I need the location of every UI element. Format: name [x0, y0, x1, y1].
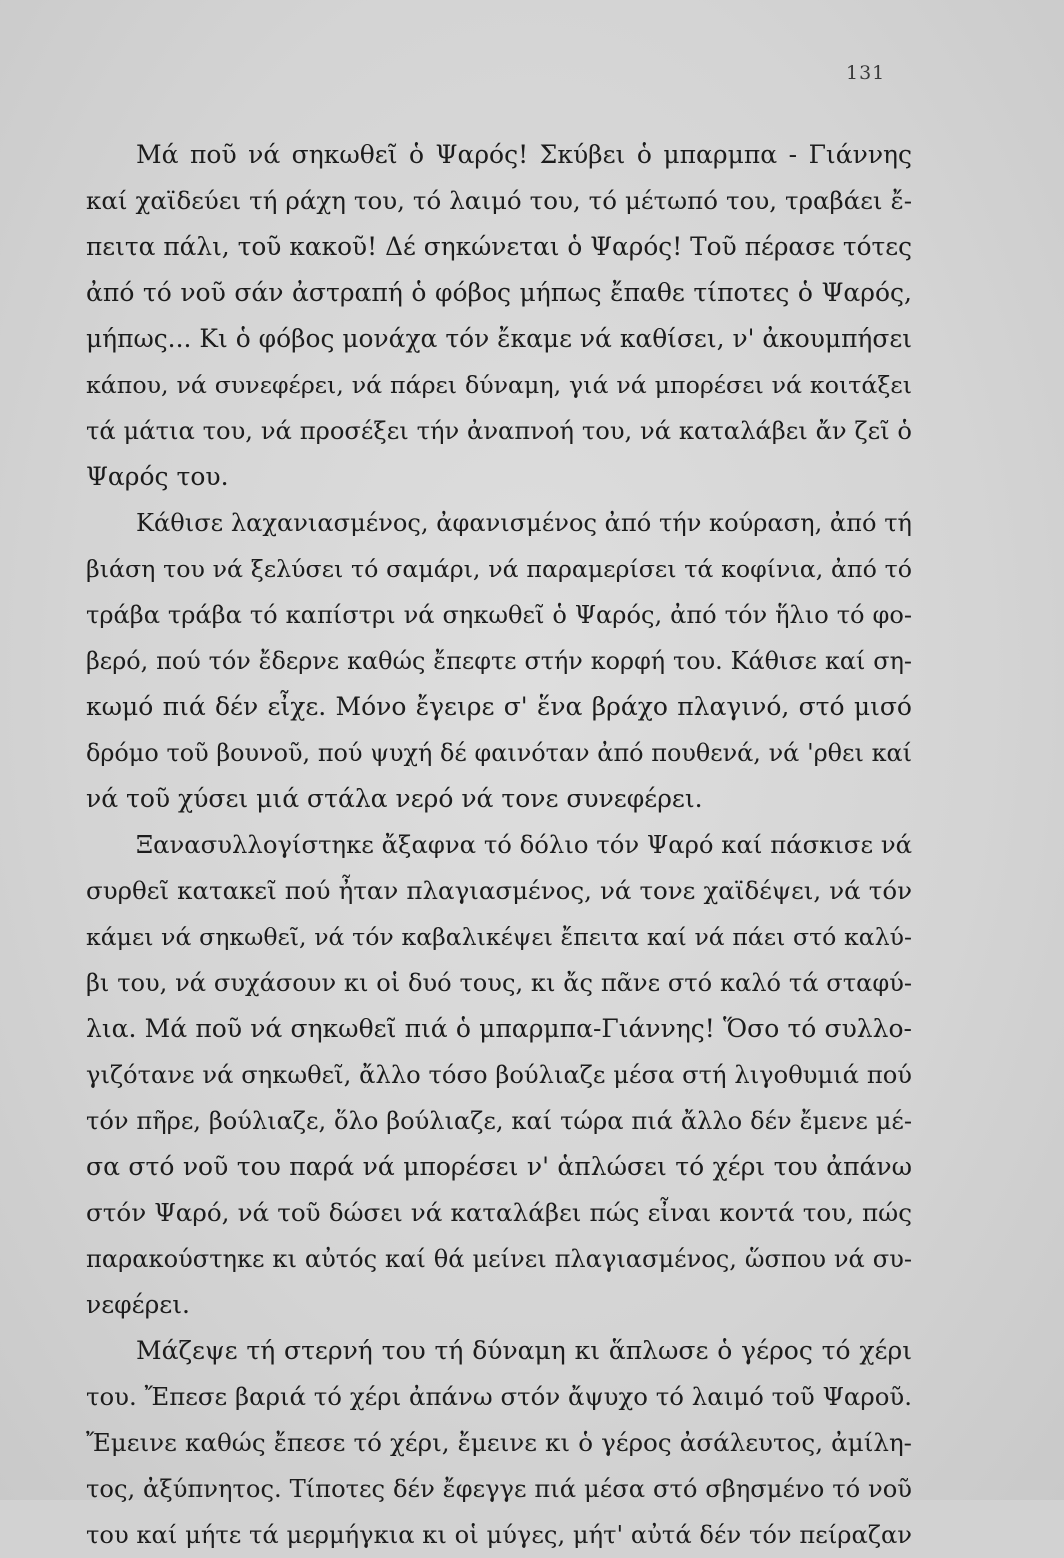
text-line: λια. Μά ποῦ νά σηκωθεῖ πιά ὁ μπαρμπα-Γιάννης! Ὅσο τό συλλο- [86, 1014, 912, 1043]
text-line: βερό, πού τόν ἔδερνε καθώς ἔπεφτε στήν κορφή του. Κάθισε καί ση- [86, 647, 912, 675]
text-line: γιζότανε νά σηκωθεῖ, ἄλλο τόσο βούλιαζε μέσα στή λιγοθυμιά πού [86, 1061, 912, 1089]
text-line: παρακούστηκε κι αὐτός καί θά μείνει πλαγιασμένος, ὥσπου νά συ- [86, 1245, 912, 1273]
text-line: κάπου, νά συνεφέρει, νά πάρει δύναμη, γιά νά μπορέσει νά κοιτάξει [86, 371, 912, 399]
text-line: δρόμο τοῦ βουνοῦ, πού ψυχή δέ φαινόταν ἀπό πουθενά, νά 'ρθει καί [86, 739, 912, 767]
text-line: τος, ἀξύπνητος. Τίποτες δέν ἔφεγγε πιά μέσα στό σβησμένο τό νοῦ [86, 1475, 912, 1503]
paragraph-1 [86, 132, 912, 500]
text-line: συρθεῖ κατακεῖ πού ἦταν πλαγιασμένος, νά τονε χαϊδέψει, νά τόν [86, 876, 912, 905]
page-number: 131 [846, 62, 886, 84]
text-line: τόν πῆρε, βούλιαζε, ὅλο βούλιαζε, καί τώρα πιά ἄλλο δέν ἔμενε μέ- [86, 1107, 912, 1135]
text-line: Ψαρός του. [86, 462, 229, 491]
text-line: κωμό πιά δέν εἶχε. Μόνο ἔγειρε σ' ἕνα βράχο πλαγινό, στό μισό [86, 692, 912, 721]
text-line: κάμει νά σηκωθεῖ, νά τόν καβαλικέψει ἔπειτα καί νά πάει στό καλύ- [86, 923, 912, 951]
text-line: νά τοῦ χύσει μιά στάλα νερό νά τονε συνεφέρει. [86, 784, 703, 813]
text-line: βιάση του νά ξελύσει τό σαμάρι, νά παραμερίσει τά κοφίνια, ἀπό τό [86, 555, 912, 583]
text-line: Ἔμεινε καθώς ἔπεσε τό χέρι, ἔμεινε κι ὁ γέρος ἀσάλευτος, ἀμίλη- [86, 1428, 912, 1457]
paragraph-4 [86, 1328, 912, 1558]
text-line: πειτα πάλι, τοῦ κακοῦ! Δέ σηκώνεται ὁ Ψαρός! Τοῦ πέρασε τότες [86, 232, 912, 261]
text-line: νεφέρει. [86, 1290, 191, 1319]
text-line: Μάζεψε τή στερνή του τή δύναμη κι ἅπλωσε ὁ γέρος τό χέρι [136, 1336, 912, 1365]
paragraph-2 [86, 500, 912, 822]
text-line: βι του, νά συχάσουν κι οἱ δυό τους, κι ἄς πᾶνε στό καλό τά σταφύ- [86, 969, 912, 997]
text-line: στόν Ψαρό, νά τοῦ δώσει νά καταλάβει πώς εἶναι κοντά του, πώς [86, 1198, 912, 1227]
text-line: Κάθισε λαχανιασμένος, ἀφανισμένος ἀπό τήν κούραση, ἀπό τή [136, 509, 912, 537]
paragraph-3 [86, 822, 912, 1328]
text-line: σα στό νοῦ του παρά νά μπορέσει ν' ἁπλώσει τό χέρι του ἀπάνω [86, 1152, 912, 1181]
text-line: ἀπό τό νοῦ σάν ἀστραπή ὁ φόβος μήπως ἔπαθε τίποτες ὁ Ψαρός, [86, 278, 912, 307]
text-line: Ξανασυλλογίστηκε ἄξαφνα τό δόλιο τόν Ψαρό καί πάσκισε νά [136, 830, 912, 859]
text-line: του καί μήτε τά μερμήγκια κι οἱ μύγες, μήτ' αὐτά δέν τόν πείραζαν [86, 1521, 912, 1549]
text-line: καί χαϊδεύει τή ράχη του, τό λαιμό του, τό μέτωπό του, τραβάει ἔ- [86, 186, 912, 215]
text-line: τράβα τράβα τό καπίστρι νά σηκωθεῖ ὁ Ψαρός, ἀπό τόν ἥλιο τό φο- [86, 601, 912, 629]
text-line: μήπως... Κι ὁ φόβος μονάχα τόν ἔκαμε νά καθίσει, ν' ἀκουμπήσει [86, 324, 912, 353]
text-line: τά μάτια του, νά προσέξει τήν ἀναπνοή του, νά καταλάβει ἄν ζεῖ ὁ [86, 417, 912, 445]
body-text [86, 132, 912, 1558]
text-line: του. Ἔπεσε βαριά τό χέρι ἀπάνω στόν ἄψυχο τό λαιμό τοῦ Ψαροῦ. [86, 1382, 912, 1411]
text-line: Μά ποῦ νά σηκωθεῖ ὁ Ψαρός! Σκύβει ὁ μπαρμπα - Γιάννης [136, 140, 912, 169]
